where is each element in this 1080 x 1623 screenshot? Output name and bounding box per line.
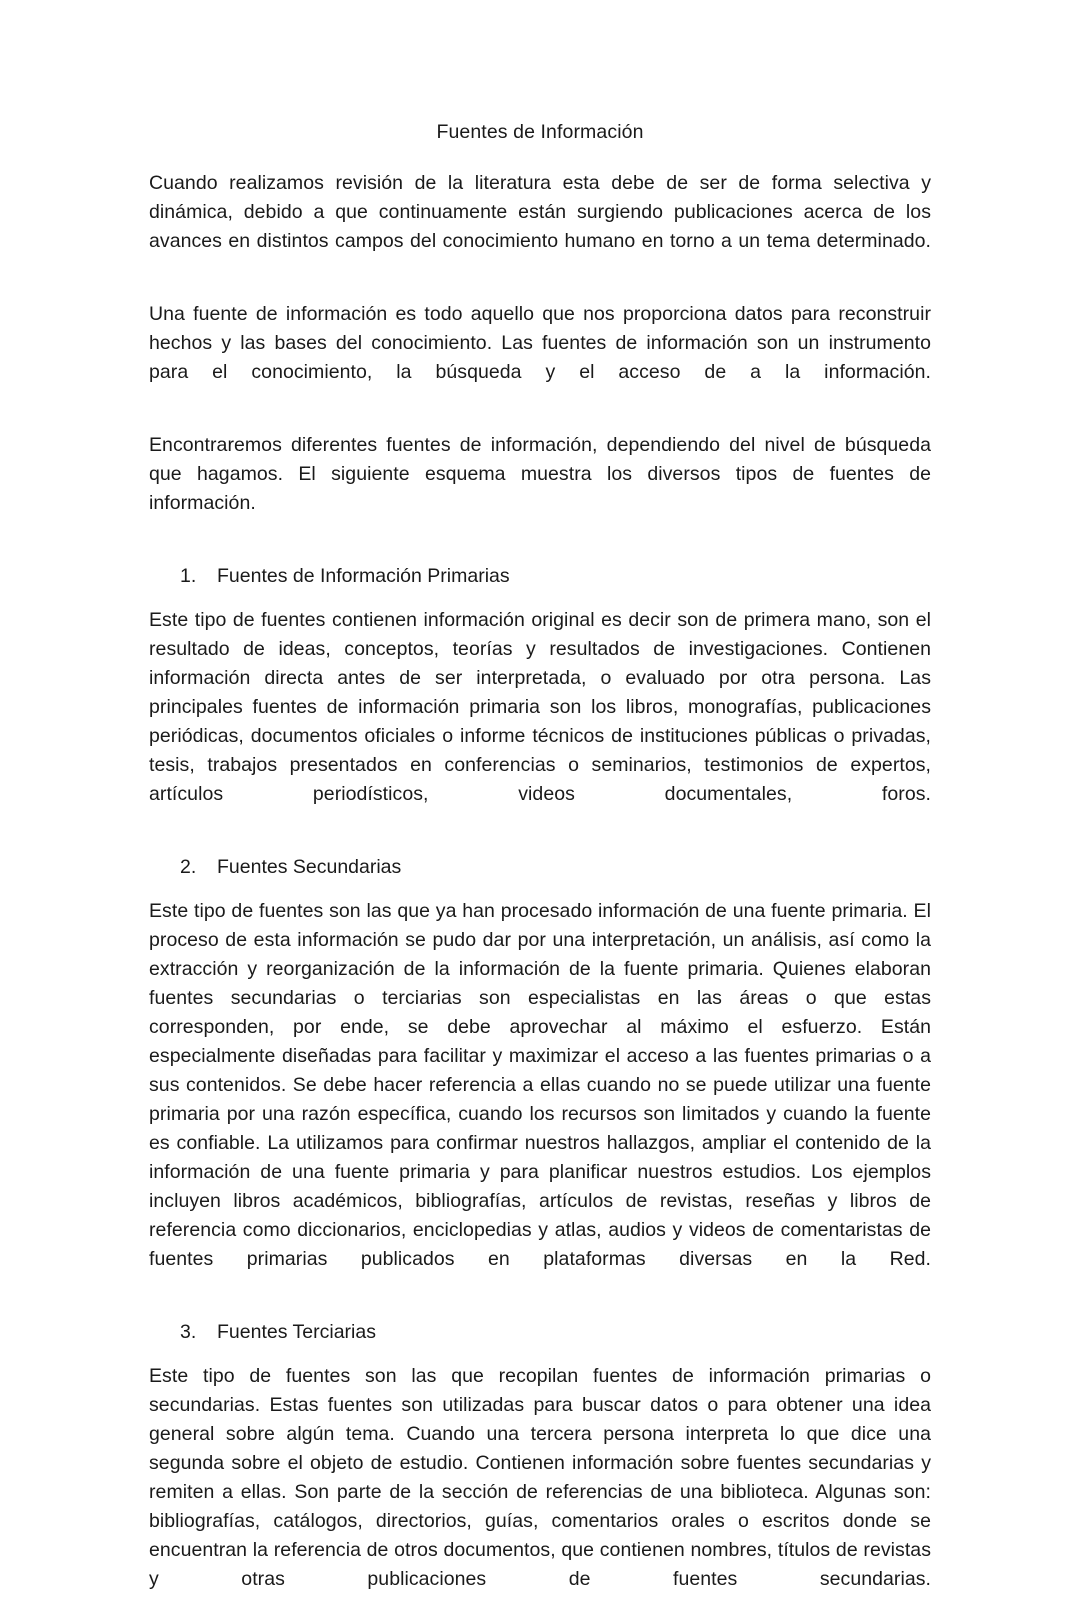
page-title: Fuentes de Información (436, 121, 644, 143)
source-types-list (149, 853, 931, 882)
list-item-secondary-sources (149, 853, 931, 882)
list-item-label: Fuentes Secundarias (217, 856, 402, 878)
source-types-list (149, 1318, 931, 1347)
intro-paragraph-1: Cuando realizamos revisión de la literatura esta debe de ser de forma selectiva y dinámica, debido a que continuamente están surgiendo publicaciones acerca de los avances en distintos campos del conocimiento humano en torno a un tema determinado. (149, 172, 931, 252)
list-item-number: 1. (180, 565, 197, 587)
intro-paragraph-3: Encontraremos diferentes fuentes de información, dependiendo del nivel de búsqueda que hagamos. El siguiente esquema muestra los diversos tipos de fuentes de información. (149, 434, 931, 514)
source-types-list (149, 562, 931, 591)
list-item-tertiary-sources (149, 1318, 931, 1347)
intro-paragraph-2: Una fuente de información es todo aquello que nos proporciona datos para reconstruir hechos y las bases del conocimiento. Las fuentes de información son un instrumento para el conocimiento, la búsqueda y el acceso de a la información. (149, 303, 931, 383)
list-item-label: Fuentes de Información Primarias (217, 565, 510, 587)
list-item-number: 2. (180, 856, 197, 878)
section-body-tertiary-sources: Este tipo de fuentes son las que recopilan fuentes de información primarias o secundarias. Estas fuentes son utilizadas para buscar datos o para obtener una idea general sobre algún tema. Cuando una tercera persona interpreta lo que dice una segunda sobre el objeto de estudio. Contienen información sobre fuentes secundarias y remiten a ellas. Son parte de la sección de referencias de una biblioteca. Algunas son: bibliografías, catálogos, directorios, guías, comentarios orales o escritos donde se encuentran la referencia de otros documentos, que contienen nombres, títulos de revistas y otras publicaciones de fuentes secundarias. (149, 1365, 931, 1590)
list-item-primary-sources (149, 562, 931, 591)
list-item-number: 3. (180, 1321, 197, 1343)
section-body-primary-sources: Este tipo de fuentes contienen información original es decir son de primera mano, son el resultado de ideas, conceptos, teorías y resultados de investigaciones. Contienen información directa antes de ser interpretada, o evaluado por otra persona. Las principales fuentes de información primaria son los libros, monografías, publicaciones periódicas, documentos oficiales o informe técnicos de instituciones públicas o privadas, tesis, trabajos presentados en conferencias o seminarios, testimonios de expertos, artículos periodísticos, videos documentales, foros. (149, 609, 931, 805)
list-item-label: Fuentes Terciarias (217, 1321, 376, 1343)
section-body-secondary-sources: Este tipo de fuentes son las que ya han procesado información de una fuente primaria. El proceso de esta información se pudo dar por una interpretación, un análisis, así como la extracción y reorganización de la información de la fuente primaria. Quienes elaboran fuentes secundarias o terciarias son especialistas en las áreas o que estas corresponden, por ende, se debe aprovechar al máximo el esfuerzo. Están especialmente diseñadas para facilitar y maximizar el acceso a las fuentes primarias o a sus contenidos. Se debe hacer referencia a ellas cuando no se puede utilizar una fuente primaria por una razón específica, cuando los recursos son limitados y cuando la fuente es confiable. La utilizamos para confirmar nuestros hallazgos, ampliar el contenido de la información de una fuente primaria y para planificar nuestros estudios. Los ejemplos incluyen libros académicos, bibliografías, artículos de revistas, reseñas y libros de referencia como diccionarios, enciclopedias y atlas, audios y videos de comentaristas de fuentes primarias publicados en plataformas diversas en la Red. (149, 900, 931, 1270)
document-body (149, 118, 931, 1623)
